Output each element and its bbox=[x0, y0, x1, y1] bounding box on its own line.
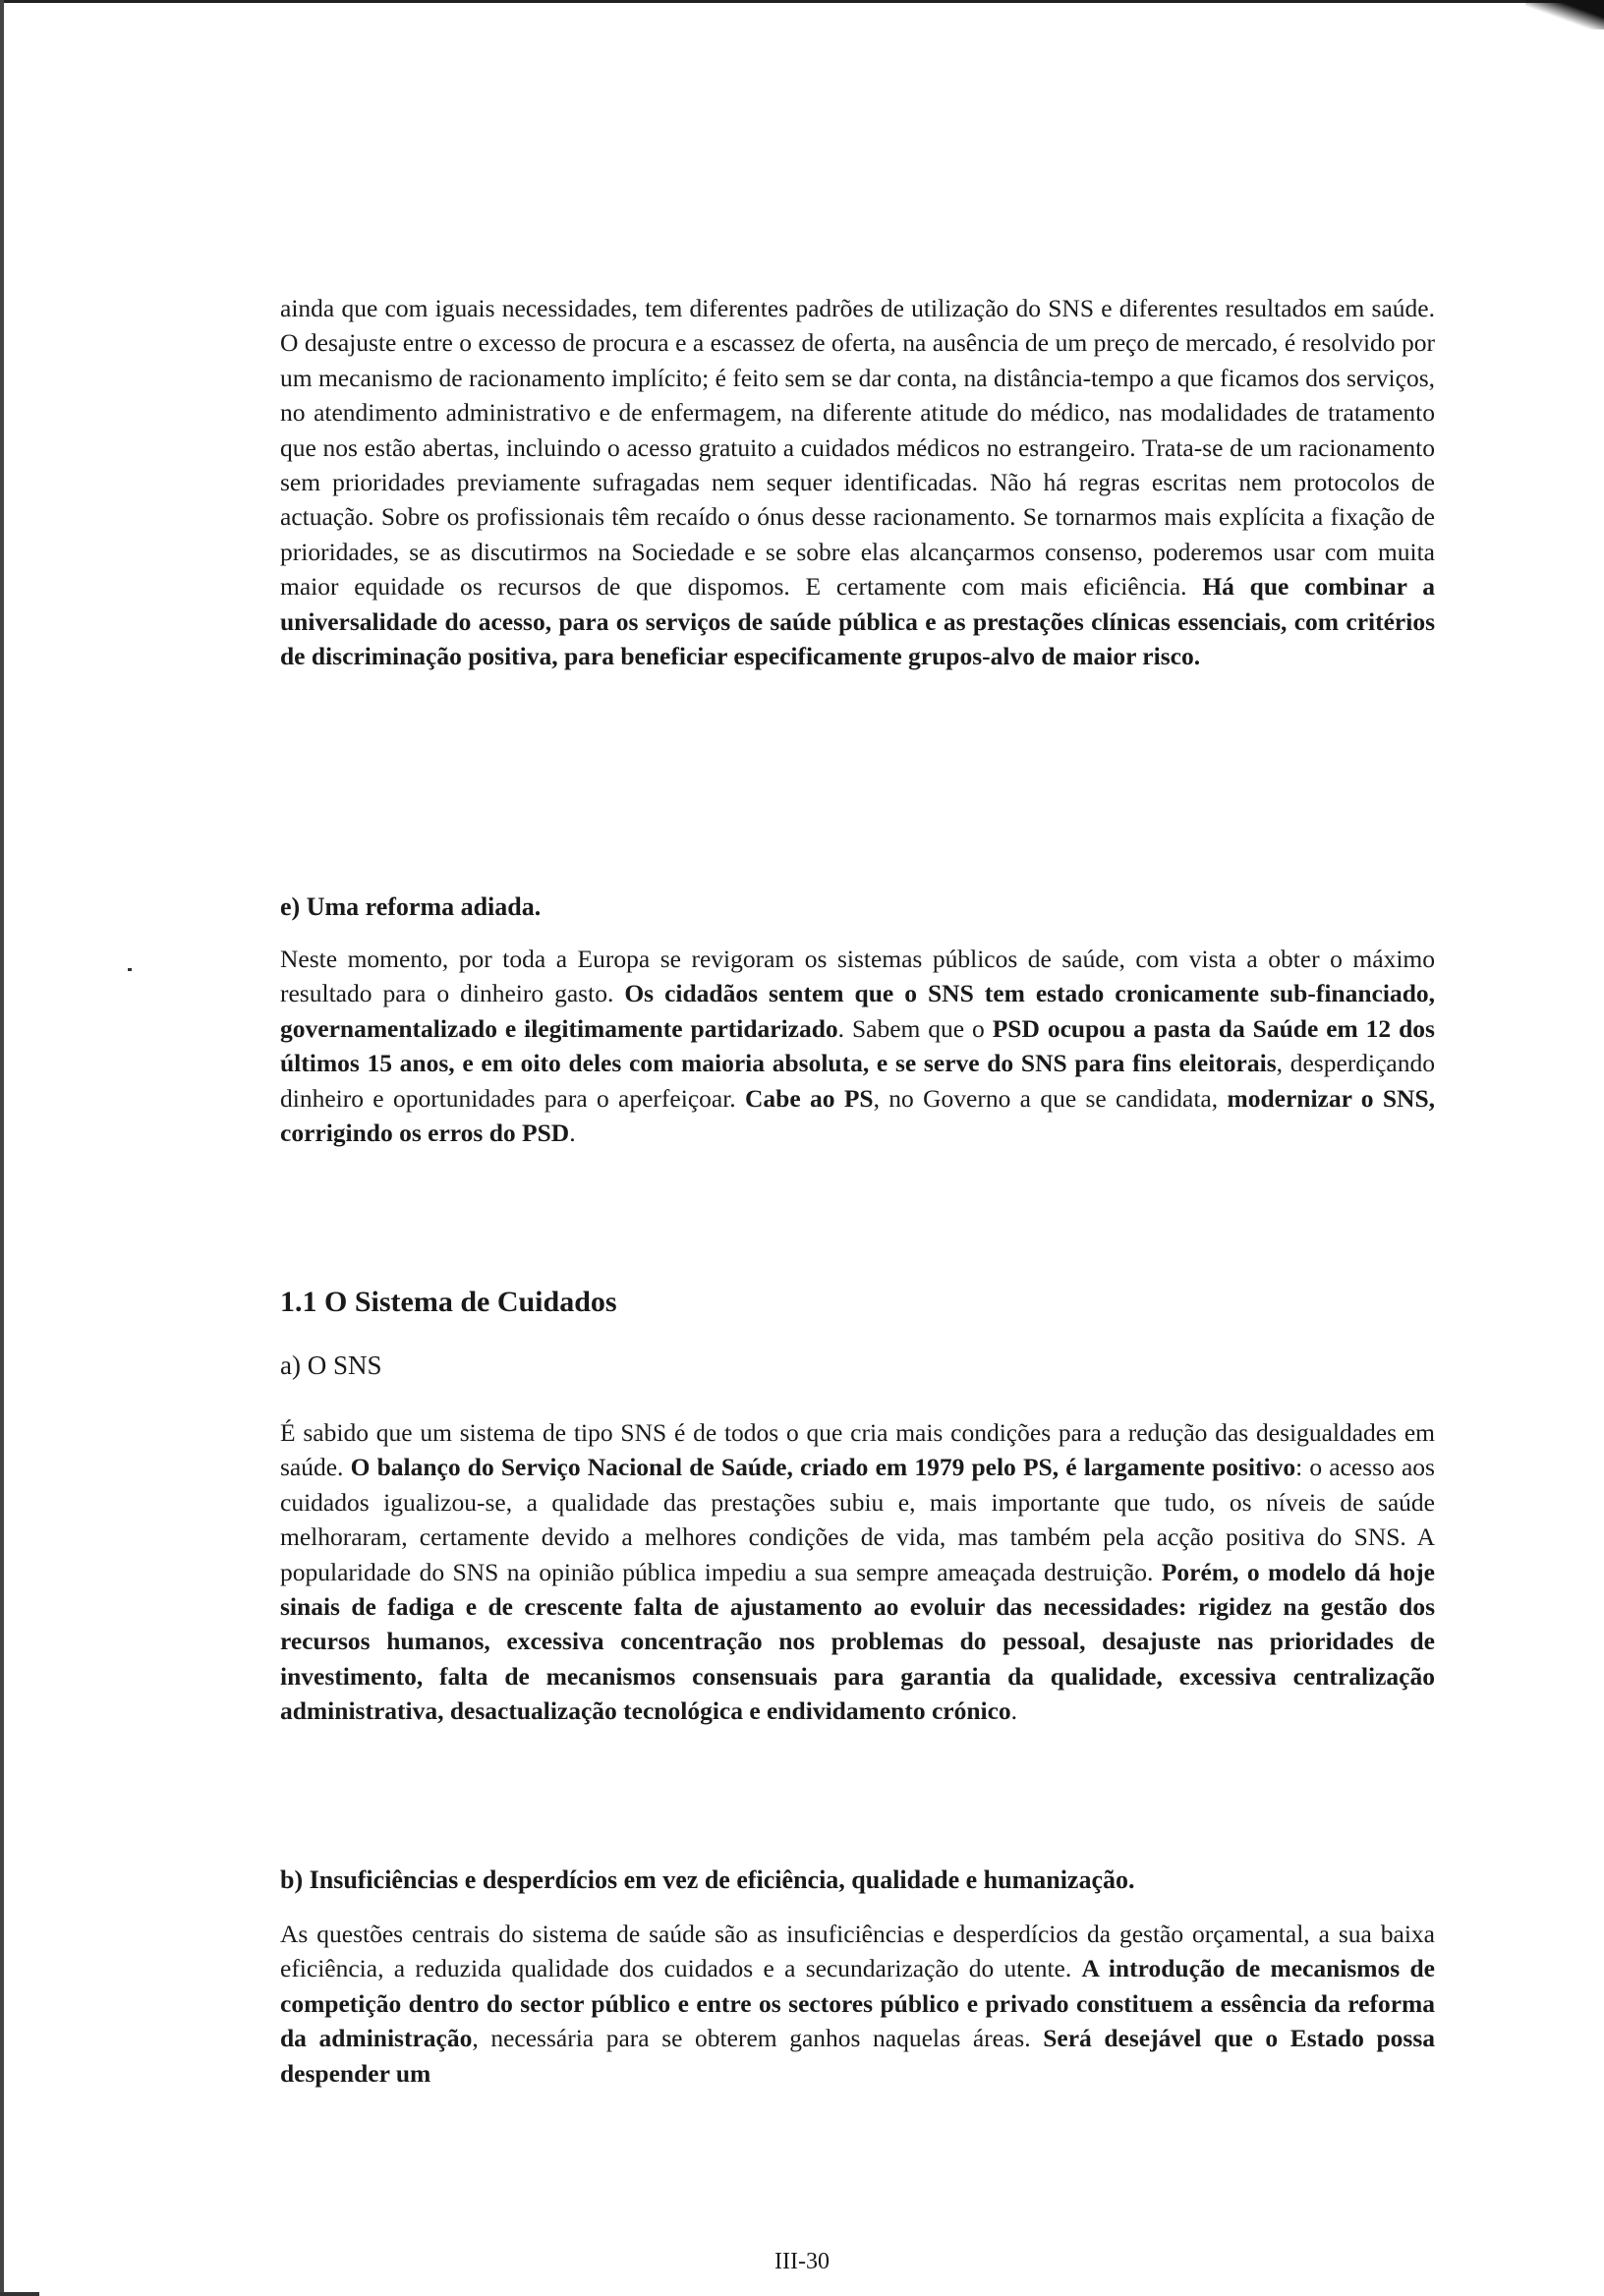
body-paragraph bbox=[280, 1415, 1435, 1729]
page-number: III-30 bbox=[774, 2249, 830, 2274]
bold-text-segment: A introdução de mecanismos de competição dentro do sector público e entre os sectores público e privado constituem a essência da reforma da administração bbox=[280, 1954, 1435, 2053]
bold-text-segment: Cabe ao PS bbox=[745, 1083, 874, 1113]
subheading-e bbox=[280, 892, 1435, 922]
text-segment: É sabido que um sistema de tipo SNS é de todos o que cria mais condições para a redução das desigualdades em saúde. bbox=[280, 1418, 1435, 1482]
bold-text-segment: Há que combinar a universalidade do acesso, para os serviços de saúde pública e as prestações clínicas essenciais, com critérios de discriminação positiva, para beneficiar especificamente grupos-alvo de maior risco. bbox=[280, 572, 1435, 671]
paragraph-insuficiencias bbox=[280, 1917, 1435, 2091]
scan-edge-bottom bbox=[0, 2292, 39, 2296]
paragraph-rationing bbox=[280, 291, 1435, 673]
bold-text-segment: modernizar o SNS, corrigindo os erros do PSD bbox=[280, 1083, 1436, 1148]
text-segment: . bbox=[1010, 1696, 1018, 1726]
paragraph-sns bbox=[280, 1415, 1435, 1729]
section-heading-block bbox=[280, 1286, 1435, 1319]
subheading-insuficiencias: b) Insuficiências e desperdícios em vez de eficiência, qualidade e humanização. bbox=[280, 1866, 1135, 1894]
text-segment: . bbox=[569, 1119, 576, 1148]
subheading-b bbox=[280, 1866, 1435, 1895]
scan-edge-left bbox=[0, 0, 4, 2296]
body-paragraph bbox=[280, 291, 1435, 673]
paragraph-reforma bbox=[280, 942, 1435, 1150]
bold-text-segment: Será desejável que o Estado possa despender um bbox=[280, 2024, 1435, 2088]
text-segment: . Sabem que o bbox=[837, 1013, 993, 1043]
text-segment: , no Governo a que se candidata, bbox=[873, 1083, 1228, 1113]
text-segment: : o acesso aos cuidados igualizou-se, a qualidade das prestações subiu e, mais importante que tudo, os níveis de saúde melhoraram, certamente devido a melhores condições de vida, mas também pela acção positiva do SNS. A popularidade do SNS na opinião pública impediu a sua sempre ameaçada destruição. bbox=[280, 1453, 1435, 1586]
scan-corner-shadow bbox=[1525, 0, 1604, 29]
bold-text-segment: Os cidadãos sentem que o SNS tem estado cronicamente sub-financiado, governamentalizado e ilegitimamente partidarizado bbox=[280, 979, 1436, 1043]
scan-speck bbox=[128, 968, 132, 971]
subheading-sns: a) O SNS bbox=[280, 1350, 382, 1380]
body-paragraph bbox=[280, 1917, 1435, 2091]
text-segment: , necessária para se obterem ganhos naquelas áreas. bbox=[472, 2024, 1044, 2053]
scan-edge-top bbox=[0, 0, 1604, 3]
bold-text-segment: PSD ocupou a pasta da Saúde em 12 dos últimos 15 anos, e em oito deles com maioria absoluta, e se serve do SNS para fins eleitorais bbox=[280, 1013, 1435, 1078]
text-segment: ainda que com iguais necessidades, tem diferentes padrões de utilização do SNS e diferentes resultados em saúde. O desajuste entre o excesso de procura e a escassez de oferta, na ausência de um preço de mercado, é resolvido por um mecanismo de racionamento implícito; é feito sem se dar conta, na distância-tempo a que ficamos dos serviços, no atendimento administrativo e de enfermagem, na diferente atitude do médico, nas modalidades de tratamento que nos estão abertas, incluindo o acesso gratuito a cuidados médicos no estrangeiro. Trata-se de um racionamento sem prioridades previamente sufragadas nem sequer identificadas. Não há regras escritas nem protocolos de actuação. Sobre os profissionais têm recaído o ónus desse racionamento. Se tornarmos mais explícita a fixação de prioridades, se as discutirmos na Sociedade e se sobre elas alcançarmos consenso, poderemos usar com muita maior equidade os recursos de que dispomos. E certamente com mais eficiência. bbox=[280, 294, 1435, 602]
text-segment: , desperdiçando dinheiro e oportunidades para o aperfeiçoar. bbox=[280, 1049, 1435, 1113]
text-segment: As questões centrais do sistema de saúde são as insuficiências e desperdícios da gestão orçamental, a sua baixa eficiência, a reduzida qualidade dos cuidados e a secundarização do utente. bbox=[280, 1920, 1435, 1983]
subheading-reforma-adiada: e) Uma reforma adiada. bbox=[280, 892, 542, 921]
bold-text-segment: Porém, o modelo dá hoje sinais de fadiga e de crescente falta de ajustamento ao evoluir das necessidades: rigidez na gestão dos recursos humanos, excessiva concentração nos problemas do pessoal, desajuste nas prioridades de investimento, falta de mecanismos consensuais para garantia da qualidade, excessiva centralização administrativa, desactualização tecnológica e endividamento crónico bbox=[280, 1557, 1435, 1726]
section-heading: 1.1 O Sistema de Cuidados bbox=[280, 1286, 617, 1318]
subheading-a bbox=[280, 1350, 1435, 1381]
bold-text-segment: O balanço do Serviço Nacional de Saúde, criado em 1979 pelo PS, é largamente positivo bbox=[350, 1453, 1296, 1482]
text-segment: Neste momento, por toda a Europa se revigoram os sistemas públicos de saúde, com vista a obter o máximo resultado para o dinheiro gasto. bbox=[280, 945, 1435, 1008]
body-paragraph bbox=[280, 942, 1435, 1150]
